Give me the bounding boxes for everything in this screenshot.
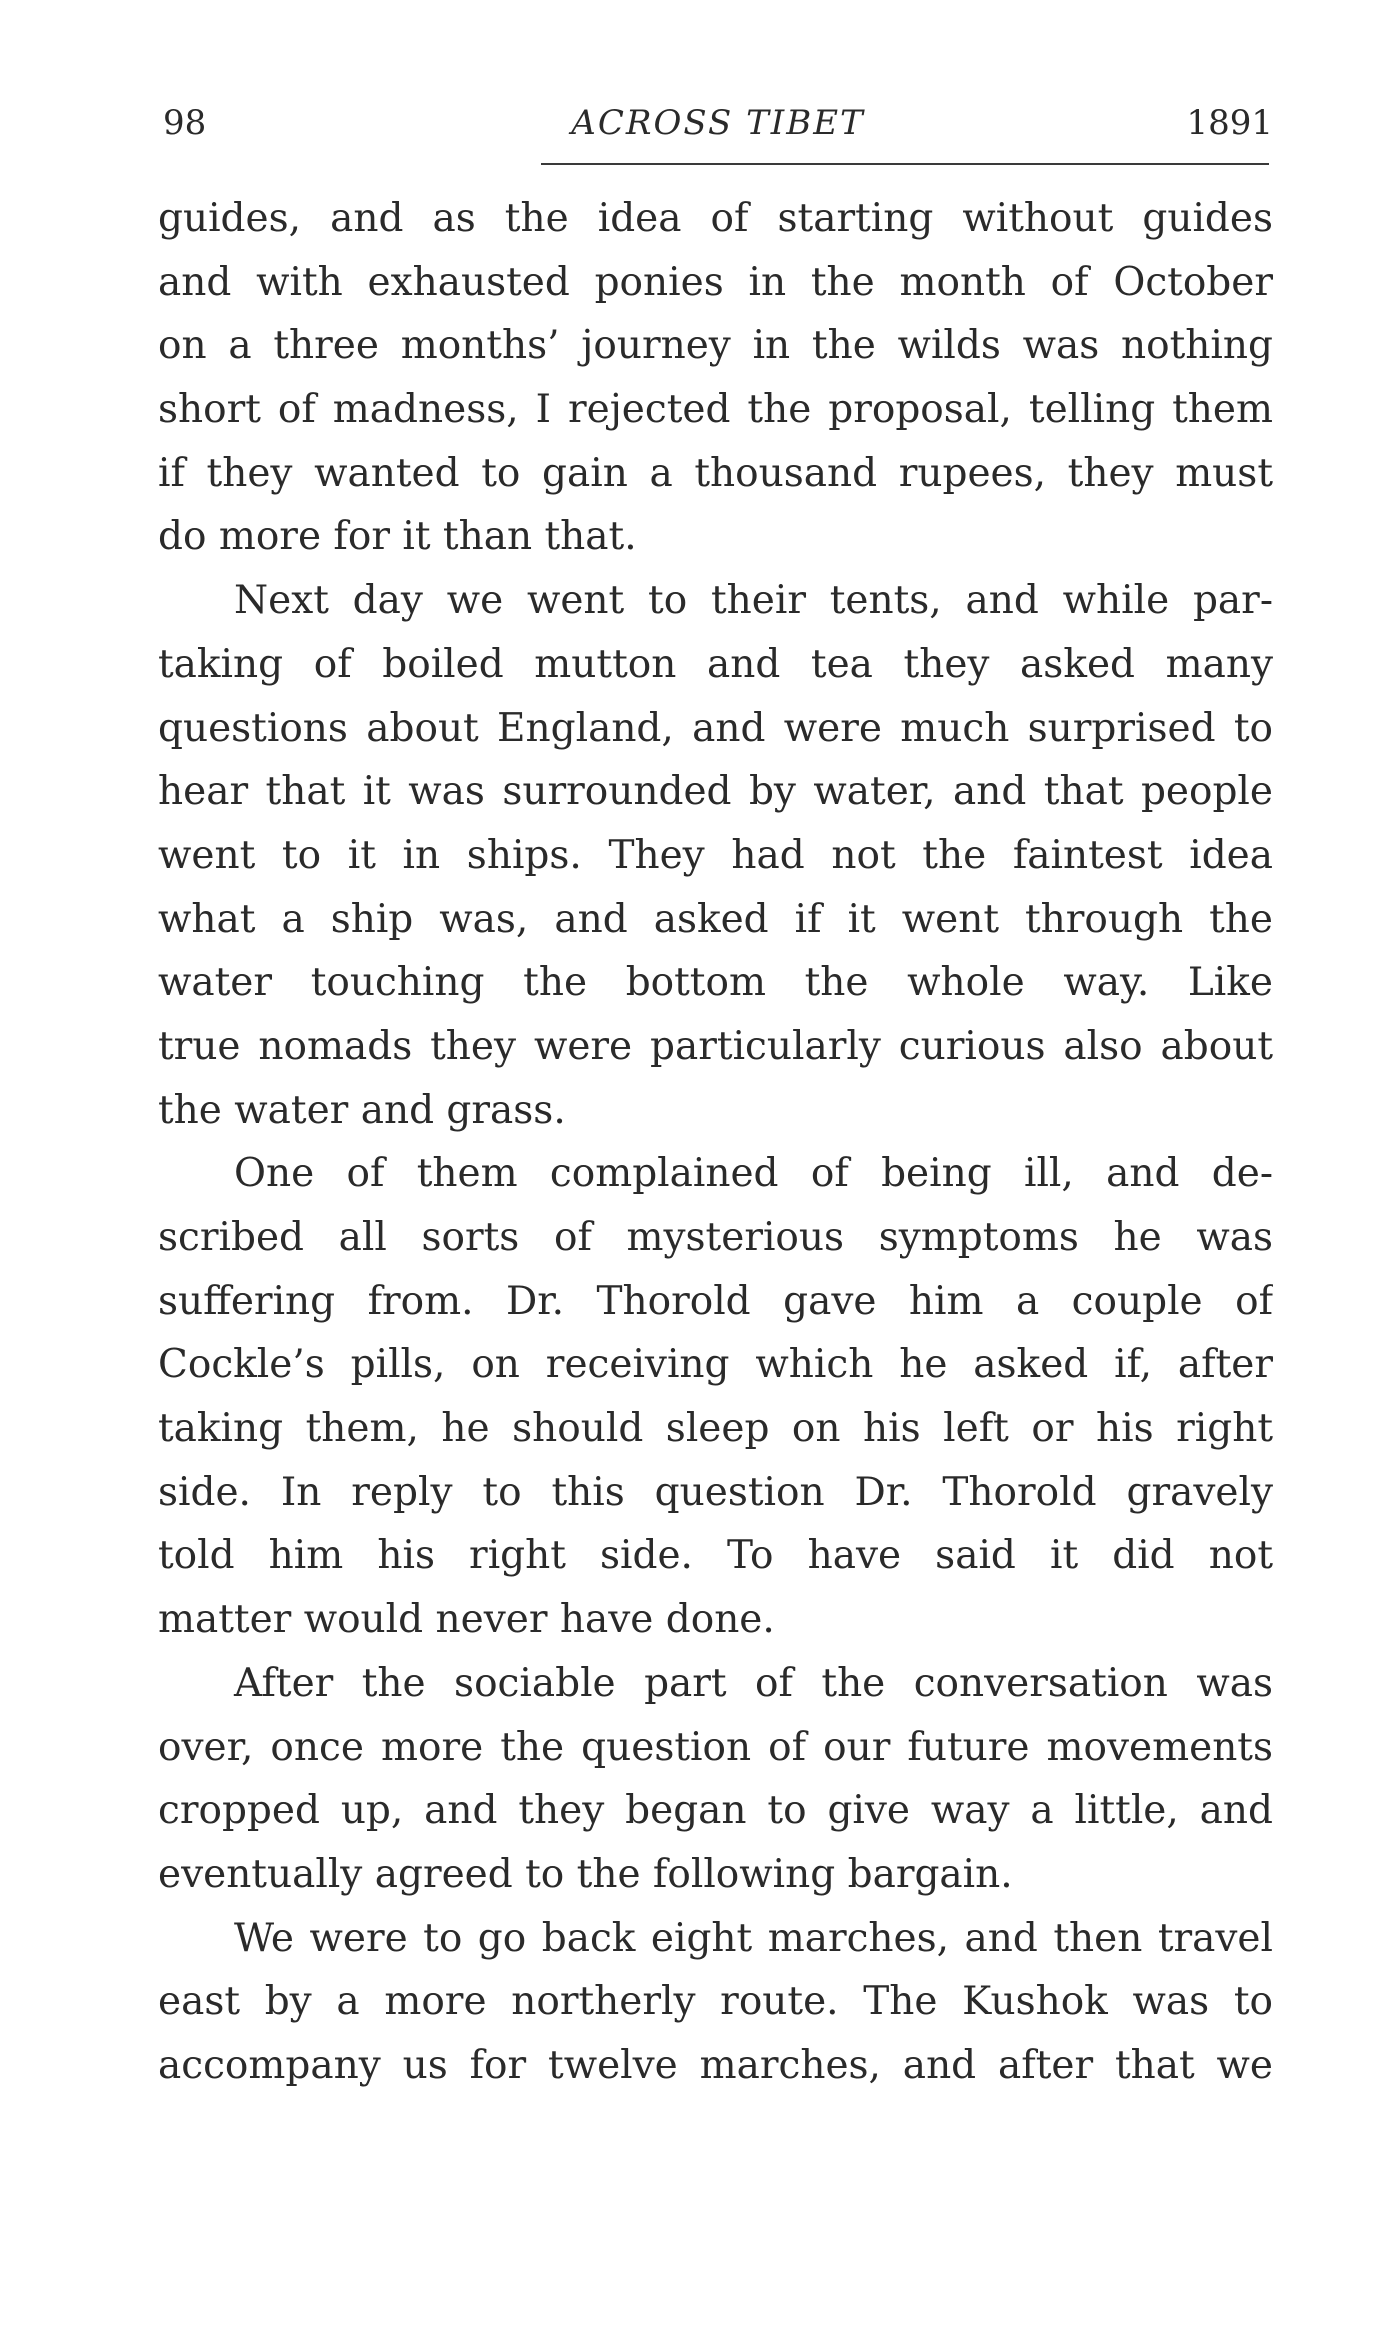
text-line: eventually agreed to the following bargain. [158,1851,1013,1897]
text-line: accompany us for twelve marches, and after that we [158,2042,1273,2088]
text-line: went to it in ships. They had not the faintest idea [158,832,1273,878]
text-line: true nomads they were particularly curious also about [158,1023,1273,1069]
text-line: taking them, he should sleep on his left or his right [158,1406,1273,1452]
text-line: Next day we went to their tents, and while par- [234,578,1273,624]
text-line: told him his right side. To have said it did not [158,1533,1273,1579]
text-line: suffering from. Dr. Thorold gave him a couple of [158,1278,1273,1324]
text-line: over, once more the question of our future movements [158,1724,1273,1770]
text-line: what a ship was, and asked if it went through the [158,896,1273,942]
text-line: matter would never have done. [158,1597,775,1643]
text-line: hear that it was surrounded by water, and that people [158,769,1273,815]
text-line: water touching the bottom the whole way. Like [158,960,1273,1006]
text-line: and with exhausted ponies in the month of October [158,259,1273,305]
text-line: guides, and as the idea of starting without guides [158,196,1273,241]
text-line: side. In reply to this question Dr. Thorold gravely [158,1469,1273,1515]
header-rule [541,163,1269,165]
text-line: scribed all sorts of mysterious symptoms he was [158,1215,1273,1260]
text-line: east by a more northerly route. The Kushok was to [158,1979,1273,2025]
text-line: short of madness, I rejected the proposal, telling them [158,387,1273,433]
text-line: We were to go back eight marches, and then travel [234,1915,1273,1961]
text-line: if they wanted to gain a thousand rupees, they must [158,450,1273,496]
year-label: 1891 [1186,103,1273,143]
running-title: ACROSS TIBET [571,103,865,143]
text-line: on a three months’ journey in the wilds was nothing [158,323,1273,369]
page-number: 98 [163,103,207,143]
text-line: questions about England, and were much surprised to [158,705,1273,751]
text-line: One of them complained of being ill, and de- [234,1151,1273,1197]
body-text [158,187,1273,2098]
text-line: do more for it than that. [158,514,637,560]
text-line: cropped up, and they began to give way a little, and [158,1788,1273,1834]
text-line: After the sociable part of the conversation was [234,1660,1273,1706]
text-line: the water and grass. [158,1087,566,1133]
text-line: Cockle’s pills, on receiving which he asked if, after [158,1342,1273,1388]
text-line: taking of boiled mutton and tea they asked many [158,641,1273,687]
running-head [163,98,1273,148]
